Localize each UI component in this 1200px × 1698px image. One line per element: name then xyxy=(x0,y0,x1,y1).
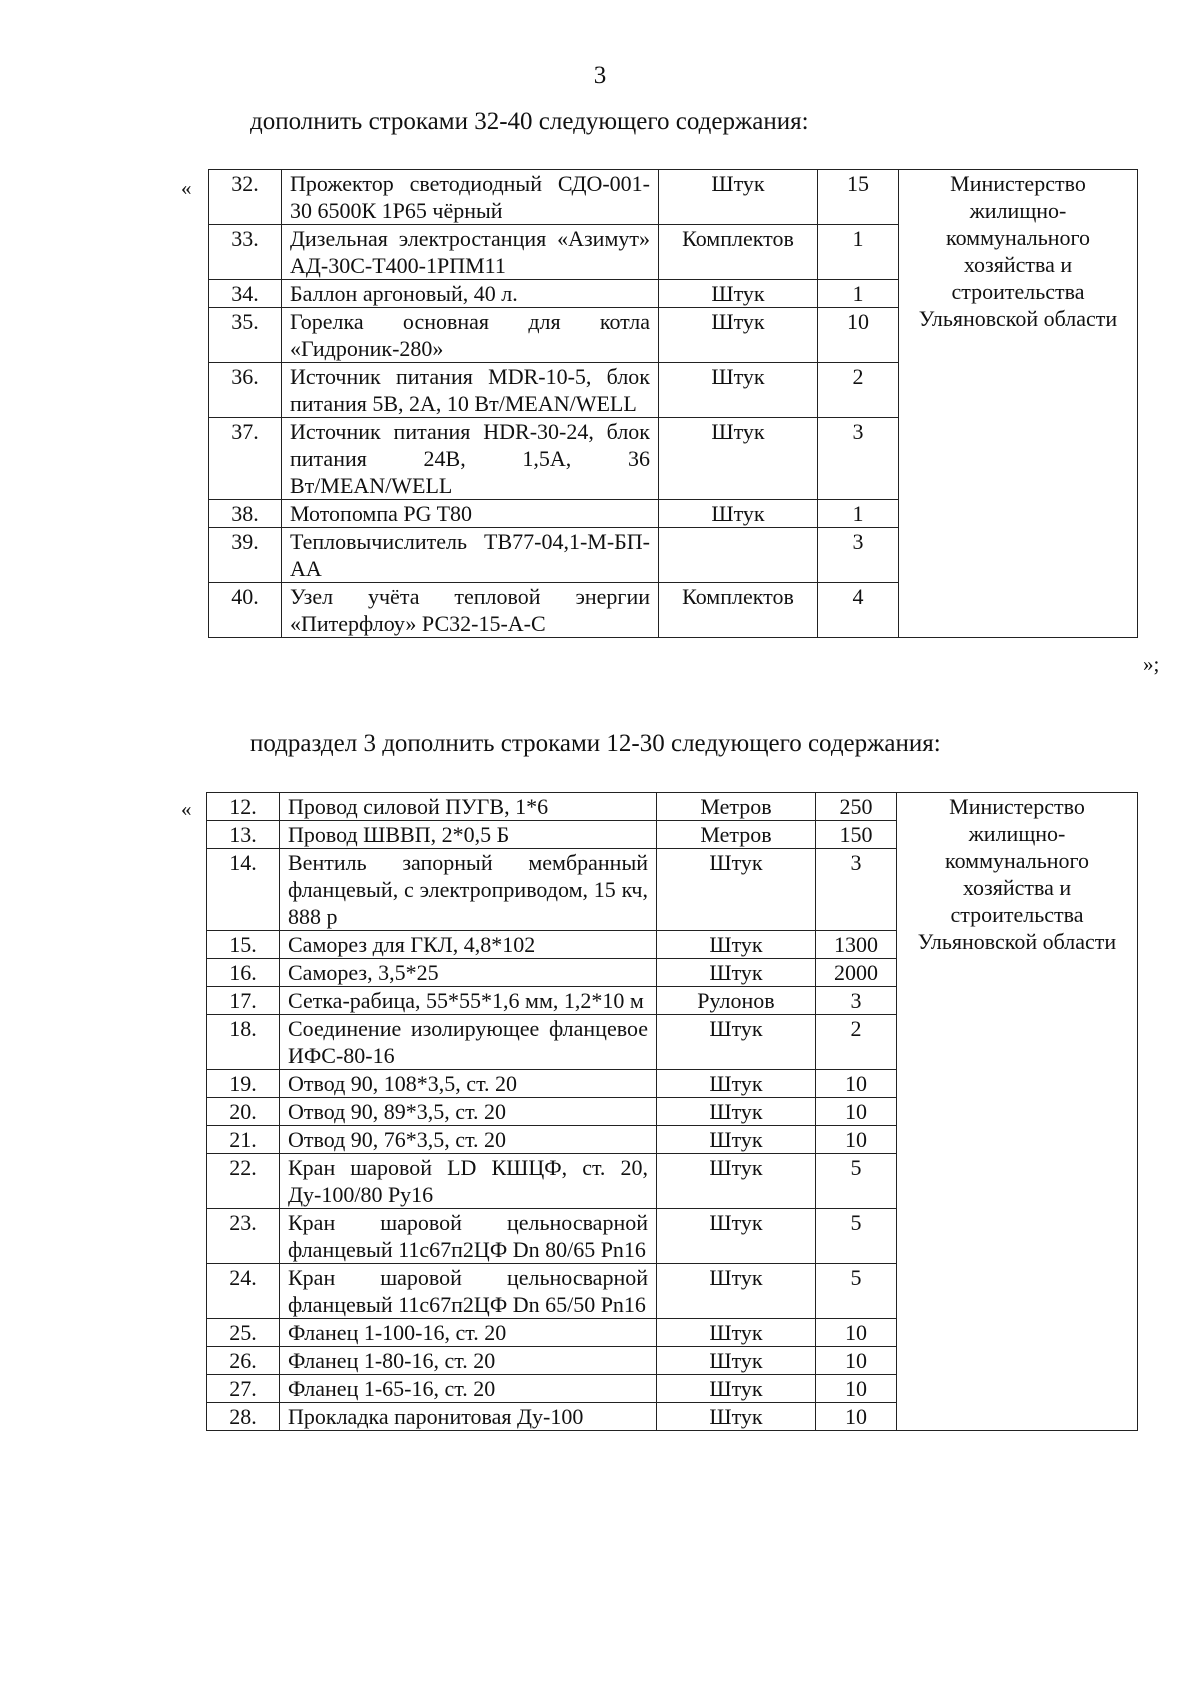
unit-of-measure: Штук xyxy=(659,170,818,225)
row-number: 27. xyxy=(207,1375,280,1403)
section2-intro: подраздел 3 дополнить строками 12-30 следующего содержания: xyxy=(250,730,941,757)
page-number: 3 xyxy=(593,62,607,89)
row-number: 13. xyxy=(207,821,280,849)
row-number: 15. xyxy=(207,931,280,959)
item-name: Саморез для ГКЛ, 4,8*102 xyxy=(280,931,657,959)
unit-of-measure: Штук xyxy=(657,1319,816,1347)
item-name: Соединение изолирующее фланцевое ИФС-80-16 xyxy=(280,1015,657,1070)
unit-of-measure: Штук xyxy=(659,363,818,418)
item-name: Отвод 90, 108*3,5, ст. 20 xyxy=(280,1070,657,1098)
section1-table xyxy=(208,169,1138,638)
section2-quote-open: « xyxy=(181,797,192,821)
row-number: 28. xyxy=(207,1403,280,1431)
item-name: Вентиль запорный мембранный фланцевый, с электроприводом, 15 кч, 888 р xyxy=(280,849,657,931)
item-name: Баллон аргоновый, 40 л. xyxy=(282,280,659,308)
unit-of-measure: Штук xyxy=(657,1403,816,1431)
row-number: 18. xyxy=(207,1015,280,1070)
row-number: 38. xyxy=(209,500,282,528)
quantity: 10 xyxy=(816,1070,897,1098)
unit-of-measure: Штук xyxy=(657,849,816,931)
row-number: 32. xyxy=(209,170,282,225)
unit-of-measure: Штук xyxy=(659,418,818,500)
quantity: 10 xyxy=(816,1319,897,1347)
unit-of-measure: Штук xyxy=(657,959,816,987)
item-name: Горелка основная для котла «Гидроник-280» xyxy=(282,308,659,363)
row-number: 26. xyxy=(207,1347,280,1375)
quantity: 15 xyxy=(818,170,899,225)
row-number: 22. xyxy=(207,1154,280,1209)
row-number: 12. xyxy=(207,793,280,821)
row-number: 34. xyxy=(209,280,282,308)
row-number: 20. xyxy=(207,1098,280,1126)
quantity: 10 xyxy=(816,1375,897,1403)
quantity: 2 xyxy=(818,363,899,418)
item-name: Дизельная электростанция «Азимут» АД-30С-Т400-1РПМ11 xyxy=(282,225,659,280)
row-number: 17. xyxy=(207,987,280,1015)
section2-table xyxy=(206,792,1138,1431)
quantity: 1 xyxy=(818,225,899,280)
item-name: Кран шаровой LD КШЦФ, ст. 20, Ду-100/80 Ру16 xyxy=(280,1154,657,1209)
quantity: 2000 xyxy=(816,959,897,987)
row-number: 16. xyxy=(207,959,280,987)
unit-of-measure: Штук xyxy=(657,1375,816,1403)
section1-quote-open: « xyxy=(181,176,192,200)
quantity: 1 xyxy=(818,280,899,308)
item-name: Сетка-рабица, 55*55*1,6 мм, 1,2*10 м xyxy=(280,987,657,1015)
item-name: Провод силовой ПУГВ, 1*6 xyxy=(280,793,657,821)
unit-of-measure: Штук xyxy=(659,280,818,308)
row-number: 14. xyxy=(207,849,280,931)
unit-of-measure: Метров xyxy=(657,793,816,821)
item-name: Фланец 1-100-16, ст. 20 xyxy=(280,1319,657,1347)
quantity: 10 xyxy=(818,308,899,363)
quantity: 150 xyxy=(816,821,897,849)
row-number: 23. xyxy=(207,1209,280,1264)
row-number: 40. xyxy=(209,583,282,638)
quantity: 1300 xyxy=(816,931,897,959)
item-name: Саморез, 3,5*25 xyxy=(280,959,657,987)
row-number: 25. xyxy=(207,1319,280,1347)
unit-of-measure: Штук xyxy=(657,1126,816,1154)
quantity: 1 xyxy=(818,500,899,528)
item-name: Источник питания HDR-30-24, блок питания 24В, 1,5А, 36 Вт/MEAN/WELL xyxy=(282,418,659,500)
quantity: 3 xyxy=(818,528,899,583)
item-name: Провод ШВВП, 2*0,5 Б xyxy=(280,821,657,849)
item-name: Фланец 1-65-16, ст. 20 xyxy=(280,1375,657,1403)
quantity: 5 xyxy=(816,1154,897,1209)
quantity: 10 xyxy=(816,1098,897,1126)
row-number: 21. xyxy=(207,1126,280,1154)
unit-of-measure: Комплектов xyxy=(659,583,818,638)
unit-of-measure: Штук xyxy=(657,1264,816,1319)
unit-of-measure: Штук xyxy=(657,931,816,959)
row-number: 35. xyxy=(209,308,282,363)
quantity: 5 xyxy=(816,1209,897,1264)
row-number: 24. xyxy=(207,1264,280,1319)
quantity: 10 xyxy=(816,1403,897,1431)
table-row xyxy=(207,793,1138,821)
quantity: 3 xyxy=(816,987,897,1015)
item-name: Источник питания MDR-10-5, блок питания 5В, 2А, 10 Вт/MEAN/WELL xyxy=(282,363,659,418)
quantity: 3 xyxy=(816,849,897,931)
item-name: Отвод 90, 76*3,5, ст. 20 xyxy=(280,1126,657,1154)
row-number: 33. xyxy=(209,225,282,280)
item-name: Прокладка паронитовая Ду-100 xyxy=(280,1403,657,1431)
unit-of-measure: Штук xyxy=(657,1098,816,1126)
unit-of-measure: Штук xyxy=(657,1154,816,1209)
item-name: Узел учёта тепловой энергии «Питерфлоу» РС32-15-А-С xyxy=(282,583,659,638)
item-name: Фланец 1-80-16, ст. 20 xyxy=(280,1347,657,1375)
item-name: Прожектор светодиодный СДО-001-30 6500К 1Р65 чёрный xyxy=(282,170,659,225)
unit-of-measure: Штук xyxy=(657,1209,816,1264)
unit-of-measure: Штук xyxy=(657,1015,816,1070)
unit-of-measure: Метров xyxy=(657,821,816,849)
item-name: Тепловычислитель ТВ77-04,1-М-БП-АА xyxy=(282,528,659,583)
quantity: 10 xyxy=(816,1126,897,1154)
item-name: Отвод 90, 89*3,5, ст. 20 xyxy=(280,1098,657,1126)
quantity: 2 xyxy=(816,1015,897,1070)
section1-quote-close: »; xyxy=(1143,652,1160,676)
quantity: 10 xyxy=(816,1347,897,1375)
quantity: 5 xyxy=(816,1264,897,1319)
unit-of-measure xyxy=(659,528,818,583)
unit-of-measure: Штук xyxy=(657,1070,816,1098)
unit-of-measure: Штук xyxy=(659,308,818,363)
item-name: Мотопомпа PG T80 xyxy=(282,500,659,528)
item-name: Кран шаровой цельносварной фланцевый 11с67п2ЦФ Dn 65/50 Pn16 xyxy=(280,1264,657,1319)
responsible-organization: Министерство жилищно-коммунального хозяйства и строительства Ульяновской области xyxy=(897,793,1138,1431)
row-number: 36. xyxy=(209,363,282,418)
quantity: 3 xyxy=(818,418,899,500)
unit-of-measure: Комплектов xyxy=(659,225,818,280)
unit-of-measure: Штук xyxy=(659,500,818,528)
unit-of-measure: Штук xyxy=(657,1347,816,1375)
quantity: 4 xyxy=(818,583,899,638)
row-number: 19. xyxy=(207,1070,280,1098)
responsible-organization: Министерство жилищно-коммунального хозяйства и строительства Ульяновской области xyxy=(899,170,1138,638)
unit-of-measure: Рулонов xyxy=(657,987,816,1015)
section1-intro: дополнить строками 32-40 следующего содержания: xyxy=(250,108,809,135)
table-row xyxy=(209,170,1138,225)
quantity: 250 xyxy=(816,793,897,821)
row-number: 39. xyxy=(209,528,282,583)
item-name: Кран шаровой цельносварной фланцевый 11с67п2ЦФ Dn 80/65 Pn16 xyxy=(280,1209,657,1264)
row-number: 37. xyxy=(209,418,282,500)
